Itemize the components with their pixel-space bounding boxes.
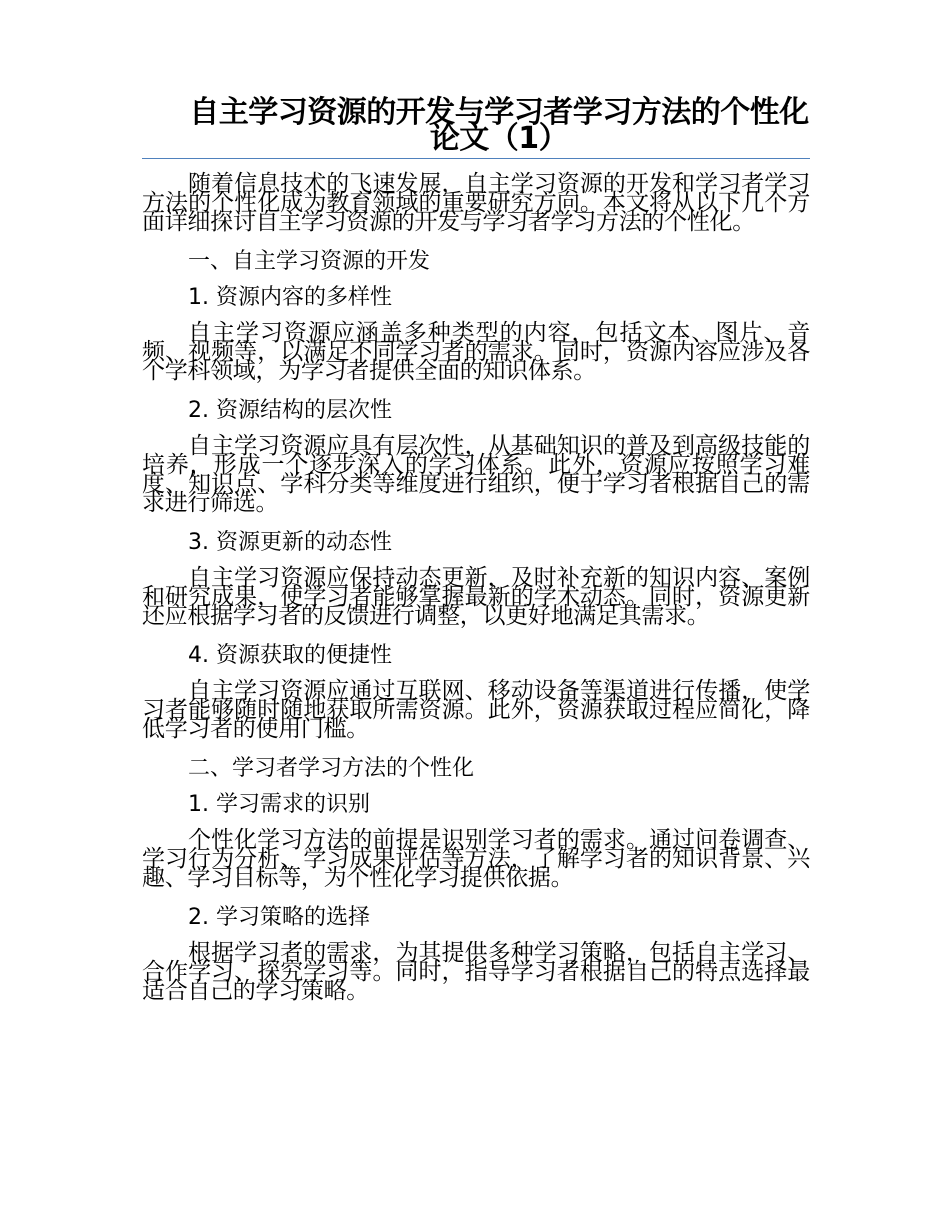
document-page	[142, 95, 810, 1004]
body-paragraph: 自主学习资源应保持动态更新，及时补充新的知识内容、案例和研究成果，使学习者能够掌握最新的学术动态。同时，资源更新还应根据学习者的反馈进行调整，以更好地满足其需求。	[142, 565, 810, 629]
document-title: 自主学习资源的开发与学习者学习方法的个性化论文（1）	[189, 95, 809, 156]
body-paragraph: 个性化学习方法的前提是识别学习者的需求。通过问卷调查、学习行为分析、学习成果评估等方法，了解学习者的知识背景、兴趣、学习目标等，为个性化学习提供依据。	[142, 827, 810, 891]
subsection-heading: 1. 学习需求的识别	[188, 792, 370, 817]
intro-paragraph: 随着信息技术的飞速发展，自主学习资源的开发和学习者学习方法的个性化成为教育领域的重要研究方向。本文将从以下几个方面详细探讨自主学习资源的开发与学习者学习方法的个性化。	[142, 171, 810, 235]
title-underline	[142, 158, 810, 159]
subsection-heading: 3. 资源更新的动态性	[188, 530, 392, 555]
subsection-heading: 2. 资源结构的层次性	[188, 398, 392, 423]
body-paragraph: 自主学习资源应涵盖多种类型的内容，包括文本、图片、音频、视频等，以满足不同学习者的需求。同时，资源内容应涉及各个学科领域，为学习者提供全面的知识体系。	[142, 320, 810, 384]
body-paragraph: 自主学习资源应具有层次性，从基础知识的普及到高级技能的培养，形成一个逐步深入的学习体系。此外，资源应按照学习难度、知识点、学科分类等维度进行组织，便于学习者根据自己的需求进行筛选。	[142, 433, 810, 516]
section-heading: 二、学习者学习方法的个性化	[188, 756, 475, 781]
body-paragraph: 自主学习资源应通过互联网、移动设备等渠道进行传播，使学习者能够随时随地获取所需资源。此外，资源获取过程应简化，降低学习者的使用门槛。	[142, 678, 810, 742]
subsection-heading: 1. 资源内容的多样性	[188, 285, 392, 310]
subsection-heading: 4. 资源获取的便捷性	[188, 643, 392, 668]
body-paragraph: 根据学习者的需求，为其提供多种学习策略，包括自主学习、合作学习、探究学习等。同时，指导学习者根据自己的特点选择最适合自己的学习策略。	[142, 940, 810, 1004]
section-heading: 一、自主学习资源的开发	[188, 249, 431, 274]
subsection-heading: 2. 学习策略的选择	[188, 905, 370, 930]
